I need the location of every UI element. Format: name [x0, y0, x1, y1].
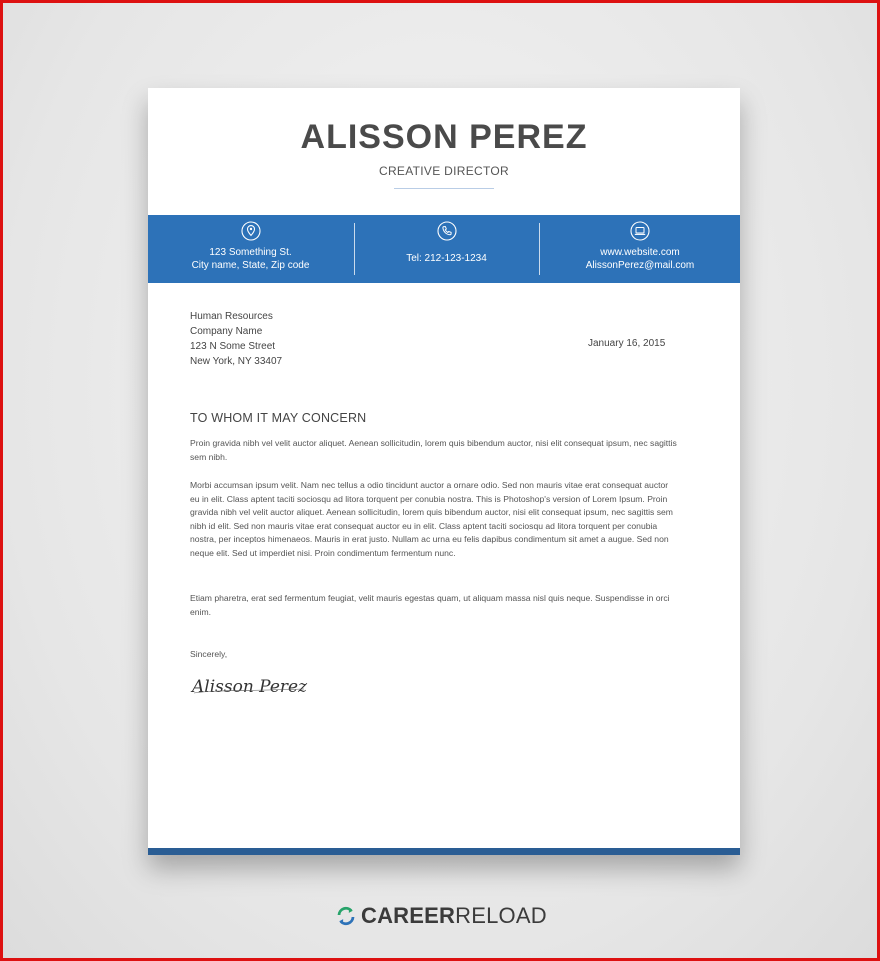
refresh-arrows-icon — [335, 905, 357, 927]
body-paragraph: Etiam pharetra, erat sed fermentum feugiat, velit mauris egestas quam, ut aliquam massa nisl quis neque. Suspendisse in orci enim. — [190, 593, 670, 617]
letter-date: January 16, 2015 — [588, 338, 666, 349]
brand-part-2: RELOAD — [455, 903, 547, 928]
closing: Sincerely, — [190, 649, 228, 659]
salutation: TO WHOM IT MAY CONCERN — [190, 411, 367, 425]
website: www.website.com — [600, 247, 680, 258]
job-title: CREATIVE DIRECTOR — [378, 164, 509, 178]
recipient-line: 123 N Some Street — [190, 341, 276, 352]
web-block — [540, 215, 740, 283]
footer-bar — [148, 848, 740, 855]
signature-text: Alisson Perez — [192, 677, 308, 697]
brand-part-1: CAREER — [361, 903, 456, 928]
recipient-line: Company Name — [190, 326, 263, 337]
phone-block — [355, 215, 538, 283]
location-pin-icon — [241, 221, 261, 241]
cover-letter-page — [148, 88, 740, 855]
signature — [188, 668, 318, 702]
recipient-line: New York, NY 33407 — [190, 356, 283, 367]
applicant-name: ALISSON PEREZ — [300, 118, 588, 156]
address-line-1: 123 Something St. — [209, 247, 292, 258]
title-divider — [394, 188, 494, 189]
recipient-address — [190, 309, 282, 369]
body-paragraph: Morbi accumsan ipsum velit. Nam nec tellus a odio tincidunt auctor a ornare odio. Sed non mauris vitae erat consequat auctor eu in elit. Class aptent taciti sociosqu ad litora torquent per conubia nostra. This is Photoshop's version of Lorem Ipsum. Proin gravida nibh vel velit auctor aliquet. Aenean sollicitudin, lorem quis bibendum auctor, nisi elit consequat ipsum, nec sagittis sem nibh id elit. Sed non mauris vitae erat consequat auctor eu in elit. Class aptent taciti sociosqu ad litora torquent per conubia nostra, per inceptos himenaeos. Mauris in erat justo. Nullam ac urna eu felis dapibus condimentum sit amet a augue. Sed non neque elit. Sed ut imperdiet nisi. Proin condimentum fermentum nunc. — [190, 480, 673, 558]
address-block — [148, 215, 353, 283]
contact-band — [148, 215, 740, 283]
recipient-line: Human Resources — [190, 311, 273, 322]
phone-icon — [437, 221, 457, 241]
email: AlissonPerez@mail.com — [585, 260, 695, 271]
address-line-2: City name, State, Zip code — [191, 260, 310, 271]
brand-wordmark — [361, 903, 547, 929]
phone-number: Tel: 212-123-1234 — [406, 253, 487, 264]
body-paragraph: Proin gravida nibh vel velit auctor aliquet. Aenean sollicitudin, lorem quis bibendum auctor, nisi elit consequat ipsum, nec sagittis sem nibh. — [190, 438, 677, 462]
laptop-icon — [630, 221, 650, 241]
